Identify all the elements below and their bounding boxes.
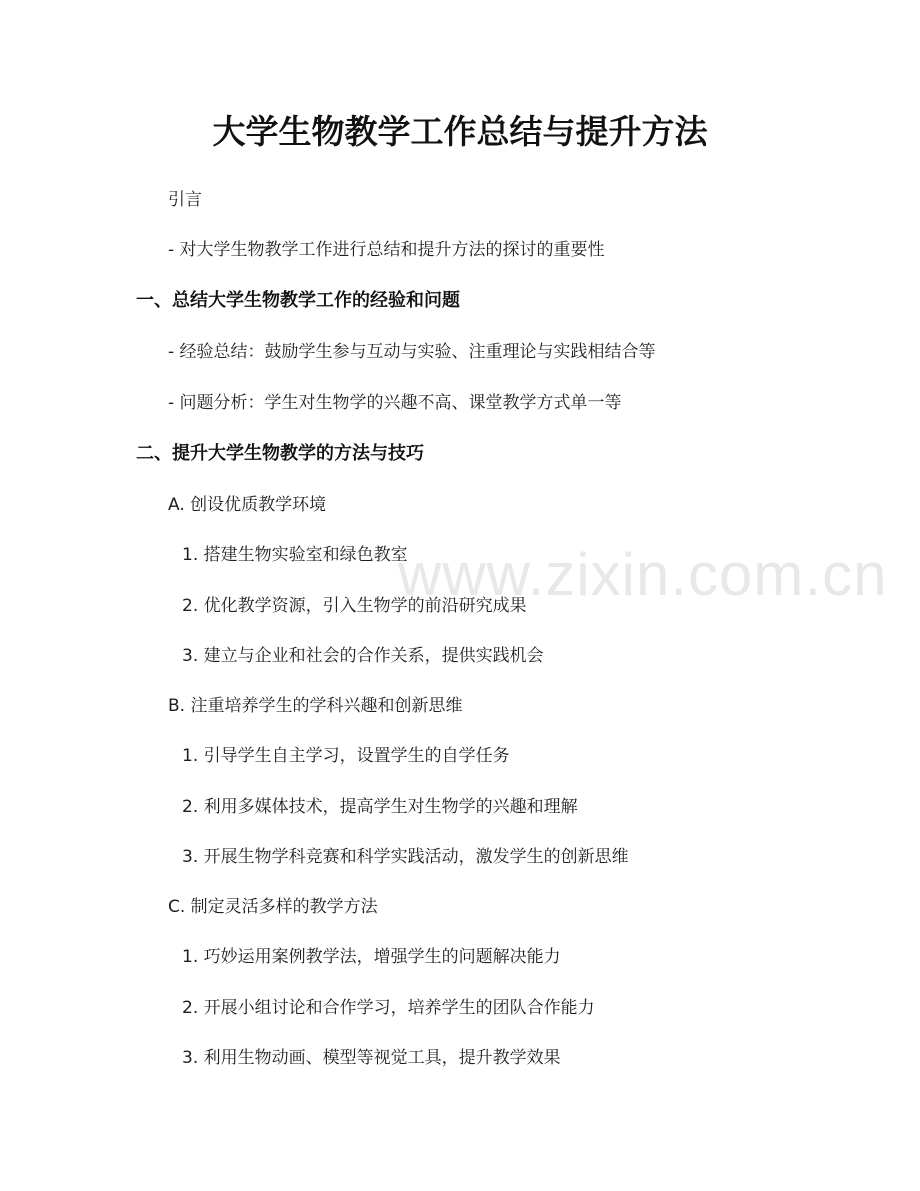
subsection-b-item-1: 1. 引导学生自主学习，设置学生的自学任务 <box>182 746 510 766</box>
subsection-c-item-3: 3. 利用生物动画、模型等视觉工具，提升教学效果 <box>182 1048 561 1068</box>
section-1-item-experience: - 经验总结：鼓励学生参与互动与实验、注重理论与实践相结合等 <box>168 342 656 362</box>
intro-label: 引言 <box>168 190 202 210</box>
subsection-b-item-2: 2. 利用多媒体技术，提高学生对生物学的兴趣和理解 <box>182 797 578 817</box>
subsection-b-title: B. 注重培养学生的学科兴趣和创新思维 <box>168 696 463 716</box>
subsection-a-item-2: 2. 优化教学资源，引入生物学的前沿研究成果 <box>182 596 527 616</box>
subsection-a-item-1: 1. 搭建生物实验室和绿色教室 <box>182 545 408 565</box>
subsection-a-item-3: 3. 建立与企业和社会的合作关系，提供实践机会 <box>182 646 544 666</box>
site-watermark: www.zixin.com.cn <box>398 541 888 608</box>
subsection-a-title: A. 创设优质教学环境 <box>168 495 327 515</box>
section-1-item-problems: - 问题分析：学生对生物学的兴趣不高、课堂教学方式单一等 <box>168 393 622 413</box>
intro-point: - 对大学生物教学工作进行总结和提升方法的探讨的重要性 <box>168 240 605 260</box>
subsection-c-item-2: 2. 开展小组讨论和合作学习，培养学生的团队合作能力 <box>182 998 595 1018</box>
section-1-heading: 一、总结大学生物教学工作的经验和问题 <box>136 290 460 311</box>
subsection-c-item-1: 1. 巧妙运用案例教学法，增强学生的问题解决能力 <box>182 947 561 967</box>
subsection-c-title: C. 制定灵活多样的教学方法 <box>168 897 378 917</box>
section-2-heading: 二、提升大学生物教学的方法与技巧 <box>136 443 424 464</box>
document-title: 大学生物教学工作总结与提升方法 <box>212 112 708 151</box>
subsection-b-item-3: 3. 开展生物学科竞赛和科学实践活动，激发学生的创新思维 <box>182 847 629 867</box>
